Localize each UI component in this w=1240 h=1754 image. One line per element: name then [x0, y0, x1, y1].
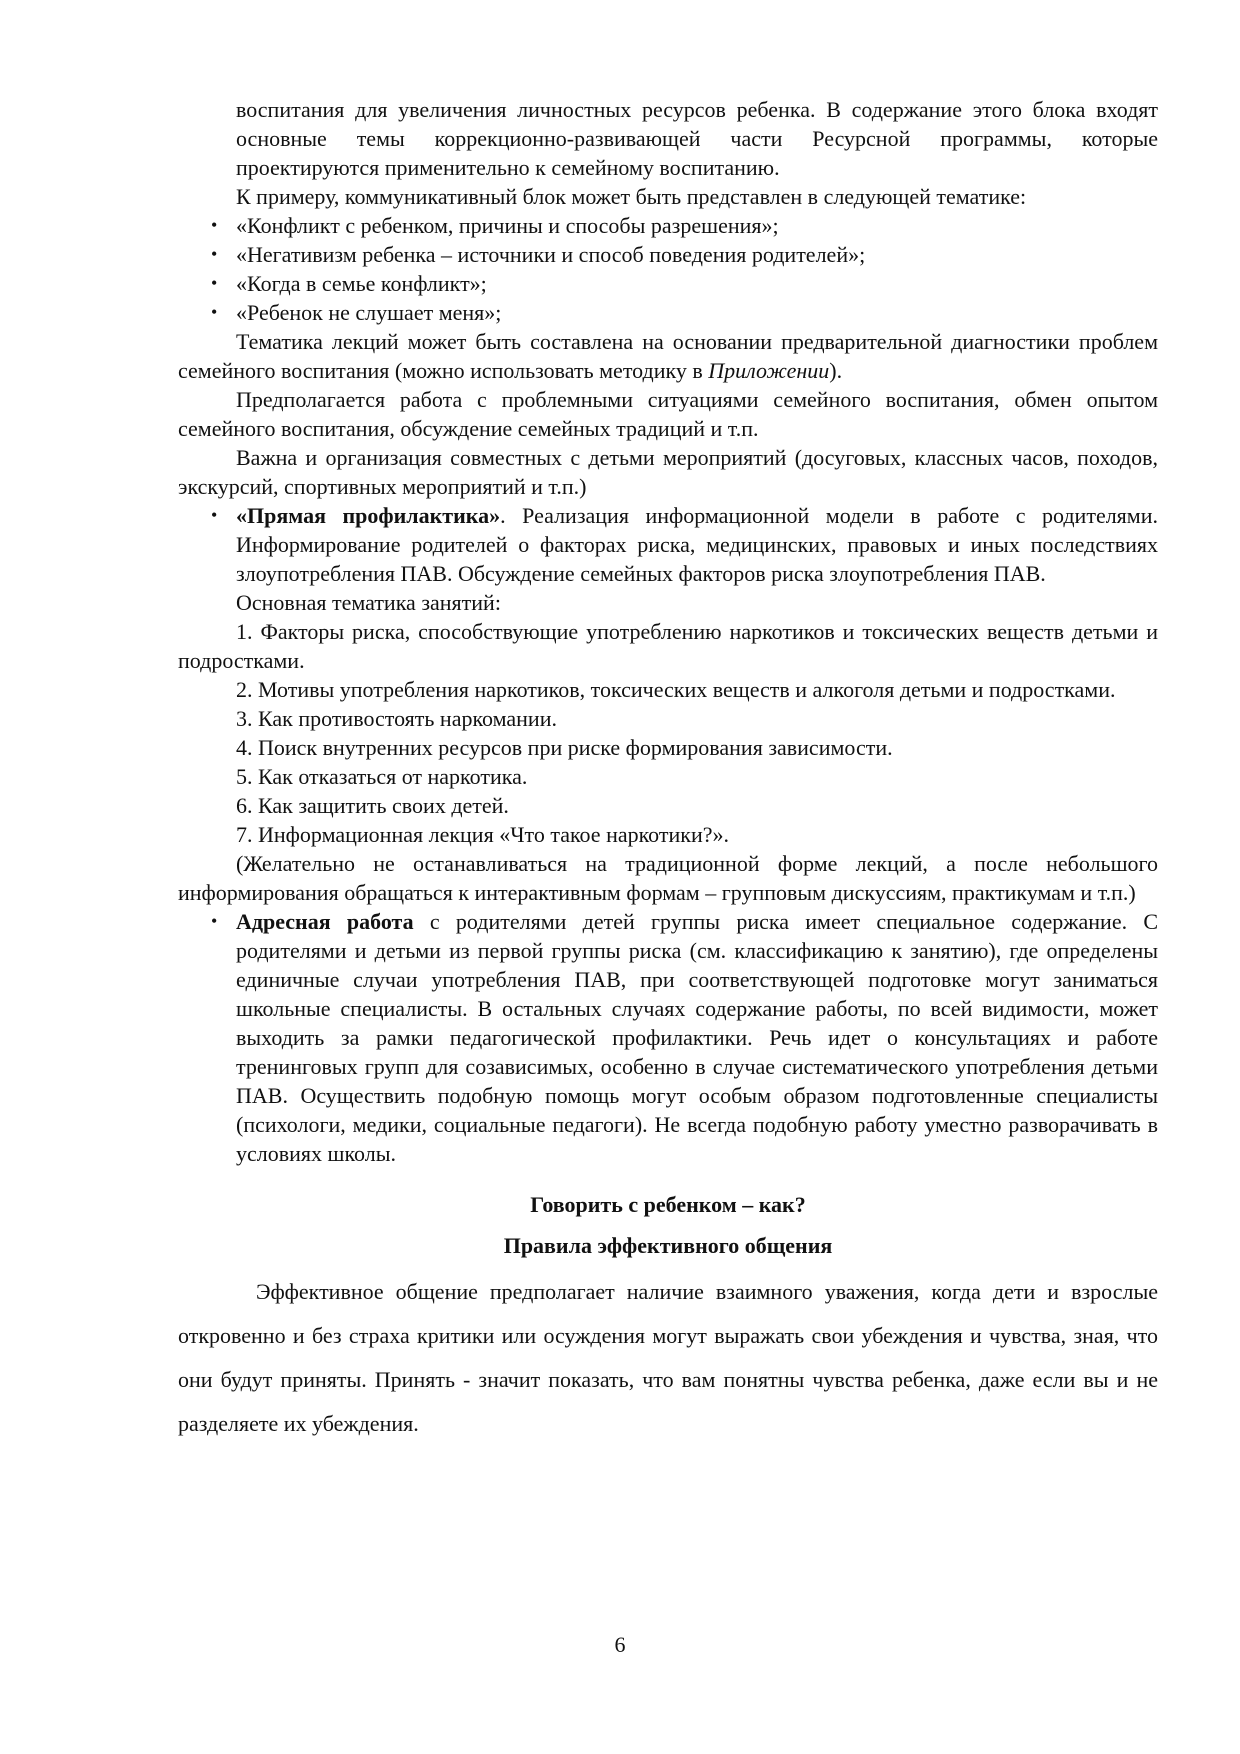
- numbered-item: 1. Факторы риска, способствующие употреблению наркотиков и токсических веществ детьми и подростками.: [178, 619, 1158, 673]
- bullet-icon: •: [211, 273, 218, 293]
- list-item: • «Ребенок не слушает меня»;: [211, 300, 502, 325]
- appendix-reference: Приложении: [708, 358, 830, 383]
- section-subheading: Правила эффективного общения: [503, 1233, 833, 1258]
- paragraph-problem-situations: Предполагается работа с проблемными ситуациями семейного воспитания, обмен опытом семейного воспитания, обсуждение семейных традиций и т.п.: [178, 387, 1158, 441]
- list-item-targeted-work: • Адресная работа с родителями детей группы риска имеет специальное содержание. С родителями и детьми из первой группы риска (см. классификацию к занятию), где определены единичные случаи употребления ПАВ, при соответствующей подготовке могут заниматься школьные специалисты. В остальных случаях содержание работы, по всей видимости, может выходить за рамки педагогической профилактики. Речь идет о консультациях и работе тренинговых групп для созависимых, особенно в случае систематического употребления детьми ПАВ. Осуществить подобную помощь могут особым образом подготовленные специалисты (психологи, медики, социальные педагоги). Не всегда подобную работу уместно разворачивать в условиях школы.: [211, 909, 1159, 1166]
- numbered-item: 2. Мотивы употребления наркотиков, токсических веществ и алкоголя детьми и подростками.: [236, 677, 1116, 702]
- bullet-icon: •: [211, 244, 218, 264]
- page-content: [178, 95, 1158, 1446]
- list-item-direct-prevention: • «Прямая профилактика». Реализация информационной модели в работе с родителями. Информирование родителей о факторах риска, медицинских, правовых и иных последствиях злоупотребления ПАВ. Обсуждение семейных факторов риска злоупотребления ПАВ.: [211, 503, 1158, 586]
- paragraph-effective-communication: Эффективное общение предполагает наличие взаимного уважения, когда дети и взрослые откровенно и без страха критики или осуждения могут выражать свои убеждения и чувства, зная, что они будут приняты. Принять - значит показать, что вам понятны чувства ребенка, даже если вы и не разделяете их убеждения.: [178, 1279, 1158, 1436]
- bullet-icon: •: [211, 302, 218, 322]
- direct-prevention-title: «Прямая профилактика»: [236, 503, 501, 528]
- numbered-item: 3. Как противостоять наркомании.: [236, 706, 557, 731]
- page-number: 6: [614, 1632, 626, 1657]
- paragraph-intro: воспитания для увеличения личностных ресурсов ребенка. В содержание этого блока входят основные темы коррекционно-развивающей части Ресурсной программы, которые проектируются применительно к семейному воспитанию.: [236, 97, 1158, 180]
- numbered-item: 6. Как защитить своих детей.: [236, 793, 509, 818]
- paragraph-interactive-forms: (Желательно не останавливаться на традиционной форме лекций, а после небольшого информирования обращаться к интерактивным формам – групповым дискуссиям, практикумам и т.п.): [178, 851, 1158, 905]
- bullet-icon: •: [211, 505, 218, 525]
- numbered-item: 5. Как отказаться от наркотика.: [236, 764, 528, 789]
- direct-prevention-list: [178, 501, 1158, 588]
- paragraph-example: К примеру, коммуникативный блок может быть представлен в следующей тематике:: [236, 184, 1027, 209]
- section-heading: Говорить с ребенком – как?: [530, 1192, 806, 1217]
- targeted-work-title: Адресная работа: [236, 909, 414, 934]
- bullet-icon: •: [211, 911, 218, 931]
- list-item: • «Конфликт с ребенком, причины и способы разрешения»;: [211, 213, 779, 238]
- list-item: • «Когда в семье конфликт»;: [211, 271, 487, 296]
- paragraph-joint-events: Важна и организация совместных с детьми мероприятий (досуговых, классных часов, походов, экскурсий, спортивных мероприятий и т.п.): [178, 445, 1158, 499]
- targeted-work-list: [178, 907, 1158, 1168]
- numbered-item: 7. Информационная лекция «Что такое наркотики?».: [236, 822, 730, 847]
- list-item: • «Негативизм ребенка – источники и способ поведения родителей»;: [211, 242, 866, 267]
- paragraph-lecture-topics: Тематика лекций может быть составлена на основании предварительной диагностики проблем семейного воспитания (можно использовать методику в Приложении).: [178, 329, 1158, 383]
- numbered-item: 4. Поиск внутренних ресурсов при риске формирования зависимости.: [236, 735, 893, 760]
- paragraph-main-topics: Основная тематика занятий:: [236, 590, 501, 615]
- topic-list: [178, 211, 1158, 327]
- bullet-icon: •: [211, 215, 218, 235]
